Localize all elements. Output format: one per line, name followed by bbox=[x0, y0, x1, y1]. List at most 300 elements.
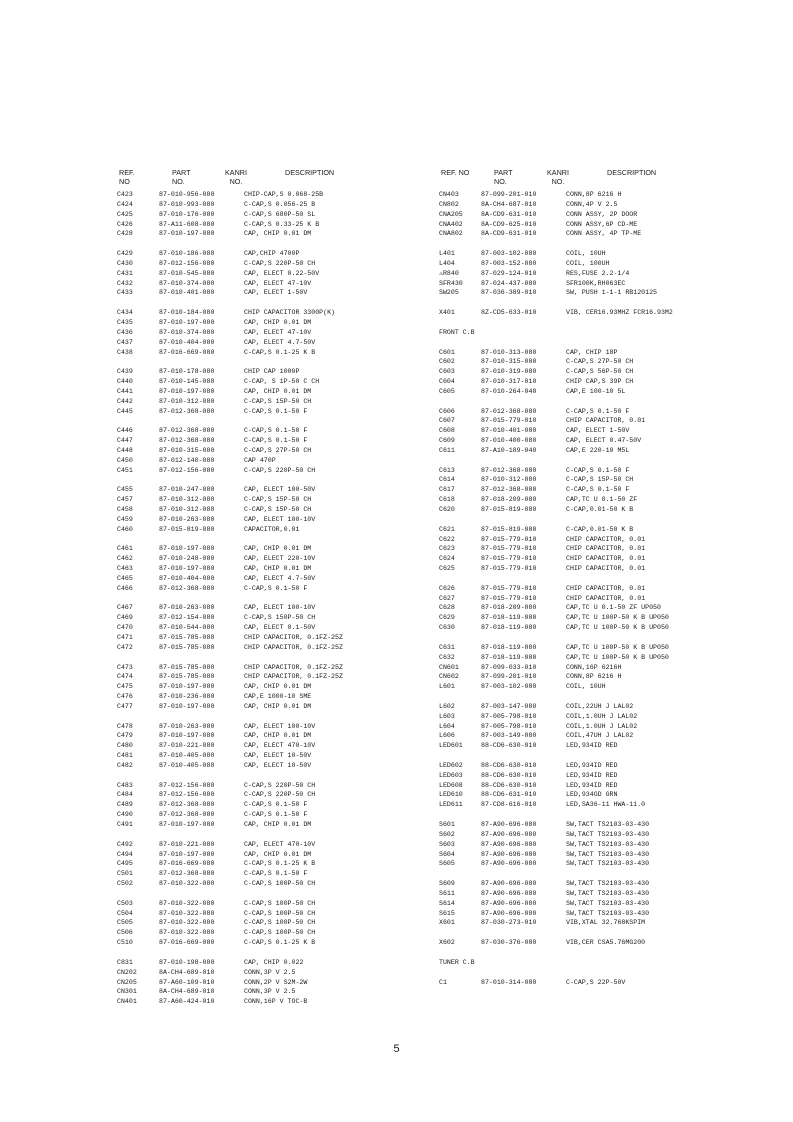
description-cell: CAP,TC U 100P-50 K B UP050 bbox=[566, 653, 669, 661]
part-no-cell: 87-003-149-080 bbox=[481, 732, 537, 740]
ref-no-cell: C625 bbox=[439, 565, 455, 573]
part-row bbox=[439, 190, 622, 200]
description-cell: SW,TACT TS2103-03-430 bbox=[566, 880, 650, 888]
part-no-cell: 87-012-156-080 bbox=[159, 791, 215, 799]
part-row bbox=[439, 761, 618, 771]
ref-no-cell: C501 bbox=[117, 870, 133, 878]
ref-no-cell: C478 bbox=[117, 722, 133, 730]
ref-no-cell: C614 bbox=[439, 476, 455, 484]
part-row bbox=[439, 554, 646, 564]
description-cell: SW,TACT TS2103-03-430 bbox=[566, 909, 650, 917]
part-no-cell: 87-099-033-010 bbox=[481, 663, 537, 671]
ref-no-cell: C613 bbox=[439, 466, 455, 474]
row-gap bbox=[439, 338, 475, 348]
ref-no-cell: C445 bbox=[117, 407, 133, 415]
description-cell: C-CAP,S 0.1-50 F bbox=[566, 407, 630, 415]
description-cell: VIB, CER16.93MHZ FCR16.93M2 bbox=[566, 309, 673, 317]
ref-no-cell: C607 bbox=[439, 417, 455, 425]
description-cell: CAP, ELECT 1-50V bbox=[244, 289, 308, 297]
description-cell: CAP,E 220-10 M5L bbox=[566, 446, 630, 454]
ref-no-cell: C624 bbox=[439, 555, 455, 563]
part-no-cell: 87-005-798-010 bbox=[481, 712, 537, 720]
description-cell: CAP, CHIP 0.01 DM bbox=[244, 683, 312, 691]
part-no-cell: 87-010-404-080 bbox=[159, 574, 215, 582]
part-row bbox=[439, 249, 606, 259]
part-row bbox=[439, 367, 634, 377]
header-description: DESCRIPTION bbox=[607, 168, 657, 177]
part-no-cell: 87-003-152-080 bbox=[481, 259, 537, 267]
ref-no-cell: S604 bbox=[439, 850, 455, 858]
part-no-cell: 87-A60-424-010 bbox=[159, 998, 215, 1006]
part-no-cell: 8A-CD9-625-010 bbox=[481, 220, 537, 228]
ref-no-cell: C430 bbox=[117, 259, 133, 267]
part-row bbox=[439, 643, 669, 653]
ref-no-cell: ⚠R840 bbox=[439, 269, 459, 277]
part-no-cell: 8A-CH4-687-010 bbox=[481, 200, 537, 208]
ref-no-cell: C446 bbox=[117, 427, 133, 435]
ref-no-cell: C480 bbox=[117, 742, 133, 750]
ref-no-cell: L404 bbox=[439, 259, 455, 267]
description-cell: CAP, ELECT 0.22-50V bbox=[244, 269, 320, 277]
part-no-cell: 87-036-389-010 bbox=[481, 289, 537, 297]
description-cell: CAP,TC U 100P-50 K B UP050 bbox=[566, 624, 669, 632]
part-row bbox=[439, 269, 630, 279]
description-cell: LED,934ID RED bbox=[566, 742, 618, 750]
part-no-cell: 87-A11-608-080 bbox=[159, 220, 215, 228]
part-no-cell: 8A-CH4-689-010 bbox=[159, 968, 215, 976]
description-cell: CAP, ELECT 10-50V bbox=[244, 761, 312, 769]
description-cell: CAP, CHIP 0.01 DM bbox=[244, 821, 312, 828]
description-cell: C-CAP,0.01-50 K B bbox=[566, 506, 634, 513]
description-cell: SW,TACT TS2103-03-430 bbox=[566, 821, 650, 828]
header-kanri-no bbox=[225, 168, 247, 186]
ref-no-cell: C440 bbox=[117, 378, 133, 386]
description-cell: COIL,1.0UH J LAL02 bbox=[566, 712, 638, 720]
ref-no-cell: C423 bbox=[117, 191, 133, 198]
part-no-cell: 87-010-993-080 bbox=[159, 200, 215, 208]
header-description: DESCRIPTION bbox=[285, 168, 335, 177]
part-no-cell: 87-010-184-080 bbox=[159, 309, 215, 317]
ref-no-cell: C632 bbox=[439, 653, 455, 661]
description-cell: C-CAP,S 100P-50 CH bbox=[244, 929, 316, 937]
ref-no-cell: C626 bbox=[439, 584, 455, 592]
ref-no-cell: C1 bbox=[439, 978, 447, 986]
part-no-cell: 87-A90-696-080 bbox=[481, 821, 537, 828]
part-row bbox=[439, 712, 638, 722]
part-no-cell: 87-010-401-080 bbox=[159, 289, 215, 297]
part-row bbox=[439, 603, 661, 613]
part-no-cell: 87-010-197-080 bbox=[159, 850, 215, 858]
ref-no-cell: C434 bbox=[117, 309, 133, 317]
ref-no-cell: C611 bbox=[439, 446, 455, 454]
description-cell: CAP 470P bbox=[244, 456, 276, 464]
description-cell: C-CAP,S 0.1-25 K B bbox=[244, 939, 316, 947]
ref-no-cell: C451 bbox=[117, 466, 133, 474]
part-no-cell: 87-018-119-080 bbox=[481, 643, 537, 651]
ref-no-cell: C490 bbox=[117, 811, 133, 819]
part-no-cell: 87-010-197-080 bbox=[159, 821, 215, 828]
description-cell: CHIP CAPACITOR, 0.1FZ-25Z bbox=[244, 673, 343, 681]
ref-no-cell: C467 bbox=[117, 604, 133, 612]
part-no-cell: 87-010-197-080 bbox=[159, 565, 215, 573]
part-no-cell: 87-010-186-080 bbox=[159, 250, 215, 258]
description-cell: C-CAP,S 680P-50 SL bbox=[244, 210, 316, 218]
description-cell: CHIP CAPACITOR, 0.01 bbox=[566, 555, 646, 563]
ref-no-cell: C448 bbox=[117, 446, 133, 454]
part-row bbox=[439, 820, 650, 830]
part-no-cell: 87-012-368-080 bbox=[159, 407, 215, 415]
part-no-cell: 88-CD6-630-010 bbox=[481, 781, 537, 789]
description-cell: CHIP CAPACITOR 3300P(K) bbox=[244, 309, 336, 317]
ref-no-cell: C622 bbox=[439, 535, 455, 543]
part-no-cell: 88-CD6-631-010 bbox=[481, 791, 537, 799]
part-no-cell: 87-012-368-080 bbox=[159, 870, 215, 878]
part-no-cell: 87-010-197-080 bbox=[159, 318, 215, 326]
part-no-cell: 87-010-178-080 bbox=[159, 368, 215, 376]
part-no-cell: 87-015-779-010 bbox=[481, 535, 537, 543]
part-row bbox=[439, 475, 634, 485]
ref-no-cell: C473 bbox=[117, 663, 133, 671]
description-cell: CAP, CHIP 0.01 DM bbox=[244, 732, 312, 740]
row-gap bbox=[439, 869, 475, 879]
part-row bbox=[439, 495, 638, 505]
ref-no-cell: S609 bbox=[439, 880, 455, 888]
part-no-cell: 87-A90-696-080 bbox=[481, 850, 537, 858]
part-row bbox=[439, 850, 650, 860]
part-no-cell: 87-010-405-080 bbox=[159, 752, 215, 760]
description-cell: CAP,TC U 0.1-50 ZF UP050 bbox=[566, 604, 661, 612]
part-row bbox=[439, 899, 650, 909]
part-no-cell: 87-010-322-080 bbox=[159, 909, 215, 917]
row-gap bbox=[439, 948, 475, 958]
description-cell: LED,934ID RED bbox=[566, 761, 618, 769]
part-no-cell: 87-010-197-080 bbox=[159, 545, 215, 553]
part-no-cell: 87-010-315-080 bbox=[159, 446, 215, 454]
row-gap bbox=[439, 751, 475, 761]
description-cell: C-CAP,S 100P-50 CH bbox=[244, 919, 316, 927]
part-no-cell: 87-012-140-080 bbox=[159, 456, 215, 464]
part-row bbox=[439, 308, 673, 318]
part-no-cell: 87-010-322-080 bbox=[159, 880, 215, 888]
description-cell: C-CAP,S 0.1-50 F bbox=[244, 437, 308, 445]
ref-no-cell: C474 bbox=[117, 673, 133, 681]
ref-no-cell: C602 bbox=[439, 358, 455, 366]
ref-no-cell: C433 bbox=[117, 289, 133, 297]
part-no-cell: 87-024-437-080 bbox=[481, 279, 537, 287]
part-row bbox=[439, 416, 646, 426]
ref-no-cell: SW205 bbox=[439, 289, 459, 297]
part-no-cell: 87-A90-696-080 bbox=[481, 899, 537, 907]
ref-no-cell: C618 bbox=[439, 496, 455, 504]
description-cell: CHIP CAPACITOR, 0.01 bbox=[566, 545, 646, 553]
part-no-cell: 87-016-669-080 bbox=[159, 860, 215, 868]
description-cell: CAP, CHIP 0.01 DM bbox=[244, 545, 312, 553]
ref-no-cell: C458 bbox=[117, 506, 133, 513]
description-cell: C-CAP,S 100P-50 CH bbox=[244, 880, 316, 888]
part-no-cell: 87-A90-696-080 bbox=[481, 840, 537, 848]
description-cell: C-CAP,S 0.1-25 K B bbox=[244, 348, 316, 356]
description-cell: C-CAP,S 56P-50 CH bbox=[566, 368, 634, 376]
ref-no-cell: X601 bbox=[439, 919, 455, 927]
part-no-cell: 88-CD6-630-010 bbox=[481, 742, 537, 750]
ref-no-cell: L401 bbox=[439, 250, 455, 258]
description-cell: CAP, ELECT 1-50V bbox=[566, 427, 630, 435]
ref-no-cell: C447 bbox=[117, 437, 133, 445]
ref-no-cell: C470 bbox=[117, 624, 133, 632]
ref-no-cell: C603 bbox=[439, 368, 455, 376]
part-no-cell: 87-012-368-080 bbox=[159, 427, 215, 435]
header-kanri-line2: NO. bbox=[551, 177, 565, 186]
ref-no-cell: C457 bbox=[117, 496, 133, 504]
description-cell: CAP, ELECT 4.7-50V bbox=[244, 338, 316, 346]
part-no-cell: 87-010-545-080 bbox=[159, 269, 215, 277]
description-cell: CAP, CHIP 0.01 DM bbox=[244, 702, 312, 710]
part-no-cell: 87-010-198-080 bbox=[159, 958, 215, 966]
part-no-cell: 87-010-312-080 bbox=[159, 506, 215, 513]
part-no-cell: 87-010-145-080 bbox=[159, 378, 215, 386]
ref-no-cell: C437 bbox=[117, 338, 133, 346]
description-cell: CAP, ELECT 10-50V bbox=[244, 752, 312, 760]
part-no-cell: 87-A90-696-080 bbox=[481, 880, 537, 888]
part-no-cell: 87-015-779-010 bbox=[481, 545, 537, 553]
description-cell: CAP, CHIP 0.01 DM bbox=[244, 850, 312, 858]
part-no-cell: 8A-CD9-631-010 bbox=[481, 210, 537, 218]
part-no-cell: 87-016-669-080 bbox=[159, 939, 215, 947]
part-row bbox=[439, 535, 646, 545]
part-no-cell: 87-015-785-080 bbox=[159, 663, 215, 671]
ref-no-cell: C455 bbox=[117, 486, 133, 494]
ref-no-cell: C491 bbox=[117, 821, 133, 828]
ref-no-cell: C425 bbox=[117, 210, 133, 218]
part-no-cell: 87-010-236-080 bbox=[159, 693, 215, 701]
description-cell: CAP, CHIP 0.01 DM bbox=[244, 230, 312, 238]
description-cell: CHIP CAP 1000P bbox=[244, 368, 300, 376]
description-cell: C-CAP,S 220P-50 CH bbox=[244, 466, 316, 474]
part-row bbox=[439, 741, 618, 751]
part-row bbox=[439, 702, 634, 712]
ref-no-cell: C472 bbox=[117, 643, 133, 651]
part-no-cell: 87-012-156-080 bbox=[159, 259, 215, 267]
description-cell: RES,FUSE 2.2-1/4 bbox=[566, 269, 630, 277]
description-cell: SW,TACT TS2103-03-430 bbox=[566, 830, 650, 838]
ref-no-cell: C469 bbox=[117, 614, 133, 622]
part-no-cell: 87-010-197-080 bbox=[159, 230, 215, 238]
part-no-cell: 87-010-312-080 bbox=[159, 397, 215, 405]
description-cell: C-CAP,0.01-50 K B bbox=[566, 525, 634, 533]
column-header bbox=[439, 168, 657, 190]
part-no-cell: 87-010-315-080 bbox=[481, 358, 537, 366]
ref-no-cell: X602 bbox=[439, 939, 455, 947]
description-cell: CONN ASSY, 2P DOOR bbox=[566, 210, 638, 218]
part-no-cell: 87-015-779-010 bbox=[481, 565, 537, 573]
description-cell: C-CAP,S 0.1-50 F bbox=[566, 486, 630, 494]
description-cell: C-CAP,S 150P-50 CH bbox=[244, 614, 316, 622]
ref-no-cell: C631 bbox=[439, 643, 455, 651]
part-row bbox=[439, 436, 642, 446]
row-gap bbox=[439, 397, 475, 407]
description-cell: COIL,47UH J LAL02 bbox=[566, 732, 634, 740]
description-cell: C-CAP,S 0.1-50 F bbox=[244, 801, 308, 809]
description-cell: CHIP CAPACITOR, 0.01 bbox=[566, 584, 646, 592]
row-gap bbox=[439, 810, 475, 820]
ref-no-cell: C461 bbox=[117, 545, 133, 553]
part-no-cell: 87-015-779-010 bbox=[481, 555, 537, 563]
part-no-cell: 87-030-273-010 bbox=[481, 919, 537, 927]
description-cell: CAP, ELECT 100-10V bbox=[244, 722, 316, 730]
part-no-cell: 87-012-368-080 bbox=[159, 437, 215, 445]
part-no-cell: 87-010-221-080 bbox=[159, 840, 215, 848]
ref-no-cell: LED603 bbox=[439, 771, 463, 779]
description-cell: COIL,1.0UH J LAL02 bbox=[566, 722, 638, 730]
part-no-cell: 87-012-156-080 bbox=[159, 781, 215, 789]
header-part-no: PART NO. bbox=[494, 168, 513, 186]
ref-no-cell: C621 bbox=[439, 525, 455, 533]
part-row bbox=[439, 505, 634, 515]
part-no-cell: 87-010-313-080 bbox=[481, 348, 537, 356]
part-row bbox=[439, 840, 650, 850]
ref-no-cell: C441 bbox=[117, 387, 133, 395]
ref-no-cell: S611 bbox=[439, 889, 455, 897]
part-no-cell: 87-012-368-080 bbox=[159, 801, 215, 809]
ref-no-cell: C426 bbox=[117, 220, 133, 228]
ref-no-cell: C601 bbox=[439, 348, 455, 356]
part-no-cell: 87-010-404-080 bbox=[159, 338, 215, 346]
row-gap bbox=[439, 574, 475, 584]
part-row bbox=[439, 879, 650, 889]
description-cell: LED,934ID RED bbox=[566, 771, 618, 779]
ref-no-cell: C620 bbox=[439, 506, 455, 513]
part-row bbox=[439, 426, 630, 436]
ref-no-cell: C477 bbox=[117, 702, 133, 710]
part-no-cell: 87-010-197-080 bbox=[159, 387, 215, 395]
part-no-cell: 87-010-374-080 bbox=[159, 328, 215, 336]
part-no-cell: 87-A90-696-080 bbox=[481, 830, 537, 838]
part-row bbox=[439, 288, 658, 298]
description-cell: VIB,CER CSA5.76MG200 bbox=[566, 939, 646, 947]
description-cell: C-CAP,S 0.1-50 F bbox=[244, 427, 308, 435]
description-cell: CHIP CAPACITOR, 0.01 bbox=[566, 535, 646, 543]
description-cell: CAP, CHIP 18P bbox=[566, 348, 618, 356]
ref-no-cell: C438 bbox=[117, 348, 133, 356]
description-cell: LED,SA36-11 HWA-11.0 bbox=[566, 801, 646, 809]
part-no-cell: 87-012-368-080 bbox=[159, 584, 215, 592]
part-no-cell: 87-015-785-080 bbox=[159, 633, 215, 641]
part-no-cell: 87-010-312-080 bbox=[159, 496, 215, 504]
part-row bbox=[439, 210, 638, 220]
ref-no-cell: C505 bbox=[117, 919, 133, 927]
ref-no-cell: CN202 bbox=[117, 968, 137, 976]
description-cell: COIL, 100UH bbox=[566, 259, 610, 267]
part-no-cell: 87-010-264-040 bbox=[481, 387, 537, 395]
section-heading: TUNER C.B bbox=[439, 958, 475, 966]
part-no-cell: 87-010-263-080 bbox=[159, 722, 215, 730]
part-no-cell: 87-018-119-080 bbox=[481, 614, 537, 622]
part-no-cell: 87-CD8-616-010 bbox=[481, 801, 537, 809]
part-no-cell: 87-015-785-080 bbox=[159, 643, 215, 651]
row-gap bbox=[439, 515, 475, 525]
part-no-cell: 8A-CD9-631-010 bbox=[481, 230, 537, 238]
description-cell: C-CAP,S 220P-50 CH bbox=[244, 259, 316, 267]
description-cell: C-CAP, S 1P-50 C CH bbox=[244, 378, 320, 386]
ref-no-cell: C460 bbox=[117, 525, 133, 533]
ref-no-cell: C605 bbox=[439, 387, 455, 395]
ref-no-cell: C629 bbox=[439, 614, 455, 622]
ref-no-cell: C471 bbox=[117, 633, 133, 641]
ref-no-cell: LED611 bbox=[439, 801, 463, 809]
ref-no-cell: S615 bbox=[439, 909, 455, 917]
description-cell: C-CAP,S 220P-50 CH bbox=[244, 781, 316, 789]
ref-no-cell: C606 bbox=[439, 407, 455, 415]
part-no-cell: 87-005-798-010 bbox=[481, 722, 537, 730]
description-cell: CAP, CHIP 0.01 DM bbox=[244, 387, 312, 395]
header-part-no: PART NO. bbox=[172, 168, 191, 186]
description-cell: CAP,E 100-10 5L bbox=[566, 387, 626, 395]
part-no-cell: 87-015-779-010 bbox=[481, 417, 537, 425]
ref-no-cell: S603 bbox=[439, 840, 455, 848]
part-row bbox=[439, 584, 646, 594]
ref-no-cell: C608 bbox=[439, 427, 455, 435]
ref-no-cell: CN601 bbox=[439, 663, 459, 671]
description-cell: C-CAP,S 15P-50 CH bbox=[244, 397, 312, 405]
ref-no-cell: C424 bbox=[117, 200, 133, 208]
part-row bbox=[439, 790, 618, 800]
row-gap bbox=[439, 968, 475, 978]
ref-no-cell: C432 bbox=[117, 279, 133, 287]
part-no-cell: 88-CD6-630-010 bbox=[481, 761, 537, 769]
header-ref-no: REF. NO bbox=[119, 168, 135, 186]
ref-no-cell: C604 bbox=[439, 378, 455, 386]
part-row bbox=[439, 672, 622, 682]
description-cell: CAP, ELECT 100-10V bbox=[244, 604, 316, 612]
section-heading: FRONT C.B bbox=[439, 328, 475, 336]
part-no-cell: 87-016-669-080 bbox=[159, 348, 215, 356]
ref-no-cell: CNA205 bbox=[439, 210, 463, 218]
part-row bbox=[439, 682, 606, 692]
part-no-cell: 87-030-376-080 bbox=[481, 939, 537, 947]
description-cell: CAP,E 1000-10 SME bbox=[244, 693, 312, 701]
description-cell: C-CAP,S 100P-50 CH bbox=[244, 899, 316, 907]
part-row bbox=[439, 279, 626, 289]
part-no-cell: 87-010-263-080 bbox=[159, 515, 215, 523]
description-cell: SW,TACT TS2103-03-430 bbox=[566, 889, 650, 897]
ref-no-cell: C627 bbox=[439, 594, 455, 602]
ref-no-cell: C831 bbox=[117, 958, 133, 966]
part-no-cell: 87-010-197-080 bbox=[159, 702, 215, 710]
description-cell: LED,934GD GRN bbox=[566, 791, 618, 799]
part-no-cell: 8Z-CD5-633-010 bbox=[481, 309, 537, 317]
description-cell: CAP,TC U 0.1-50 ZF bbox=[566, 496, 638, 504]
part-no-cell: 87-010-197-080 bbox=[159, 683, 215, 691]
part-row bbox=[439, 544, 646, 554]
description-cell: C-CAP,S 220P-50 CH bbox=[244, 791, 316, 799]
part-no-cell: 87-099-201-010 bbox=[481, 673, 537, 681]
part-row bbox=[439, 653, 669, 663]
ref-no-cell: L606 bbox=[439, 732, 455, 740]
description-cell: SW, PUSH 1-1-1 RB120125 bbox=[566, 289, 658, 297]
part-row bbox=[439, 781, 618, 791]
description-cell: CONN ASSY, 4P TP-ME bbox=[566, 230, 642, 238]
description-cell: CONN,4P V 2.5 bbox=[566, 200, 618, 208]
part-no-cell: 87-015-819-080 bbox=[481, 506, 537, 513]
part-no-cell: 87-A90-696-080 bbox=[481, 860, 537, 868]
ref-no-cell: C617 bbox=[439, 486, 455, 494]
description-cell: CONN ASSY,6P CD-ME bbox=[566, 220, 638, 228]
ref-no-cell: CN401 bbox=[117, 998, 137, 1006]
ref-no-cell: CN205 bbox=[117, 978, 137, 986]
description-cell: VIB,XTAL 32.768KSPIM bbox=[566, 919, 646, 927]
part-no-cell: 87-018-209-080 bbox=[481, 496, 537, 504]
ref-no-cell: C465 bbox=[117, 574, 133, 582]
